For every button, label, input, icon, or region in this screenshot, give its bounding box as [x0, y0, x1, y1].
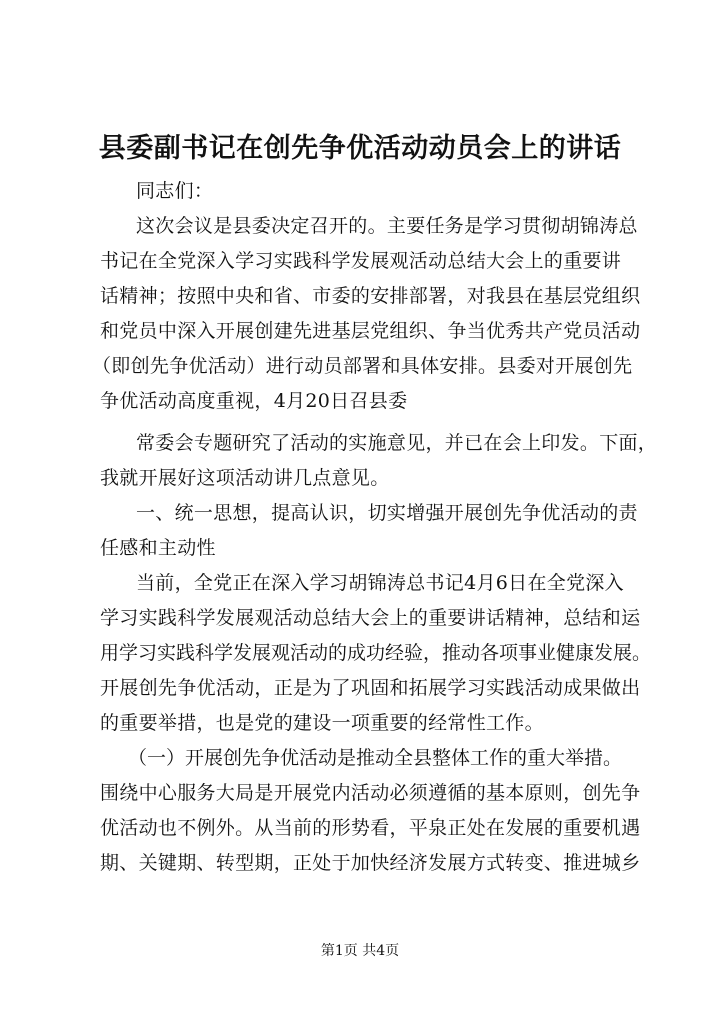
- body-line: 期、关键期、转型期，正处于加快经济发展方式转变、推进城乡: [100, 852, 641, 874]
- body-line: 的重要举措，也是党的建设一项重要的经常性工作。: [100, 712, 544, 734]
- section-heading: 一、统一思想，提高认识，切实增强开展创先争优活动的责: [136, 502, 638, 524]
- body-line: 争优活动高度重视，4月20日召县委: [100, 390, 408, 412]
- body-line: 当前，全党正在深入学习胡锦涛总书记4月6日在全党深入: [136, 572, 624, 594]
- page-title: 县委副书记在创先争优活动动员会上的讲话: [98, 133, 622, 164]
- body-line: 书记在全党深入学习实践科学发展观活动总结大会上的重要讲: [100, 250, 622, 272]
- body-line: 优活动也不例外。从当前的形势看，平泉正处在发展的重要机遇: [100, 817, 641, 839]
- section-heading: 任感和主动性: [100, 537, 216, 559]
- body-line: （即创先争优活动）进行动员部署和具体安排。县委对开展创先: [92, 355, 633, 377]
- body-line: 这次会议是县委决定召开的。主要任务是学习贯彻胡锦涛总: [136, 215, 638, 237]
- body-line: 我就开展好这项活动讲几点意见。: [100, 467, 390, 489]
- body-line: 同志们：: [136, 180, 214, 202]
- body-line: 常委会专题研究了活动的实施意见，并已在会上印发。下面，: [136, 432, 658, 454]
- subsection-heading: （一）开展创先争优活动是推动全县整体工作的重大举措。: [128, 747, 623, 769]
- body-line: 开展创先争优活动，正是为了巩固和拓展学习实践活动成果做出: [100, 677, 641, 699]
- body-line: 用学习实践科学发展观活动的成功经验，推动各项事业健康发展。: [100, 642, 652, 664]
- page-number: 第1页 共4页: [320, 943, 400, 959]
- body-line: 和党员中深入开展创建先进基层党组织、争当优秀共产党员活动: [100, 320, 641, 342]
- body-line: 话精神；按照中央和省、市委的安排部署，对我县在基层党组织: [100, 285, 641, 307]
- body-line: 围绕中心服务大局是开展党内活动必须遵循的基本原则，创先争: [100, 782, 641, 804]
- body-line: 学习实践科学发展观活动总结大会上的重要讲话精神，总结和运: [100, 607, 641, 629]
